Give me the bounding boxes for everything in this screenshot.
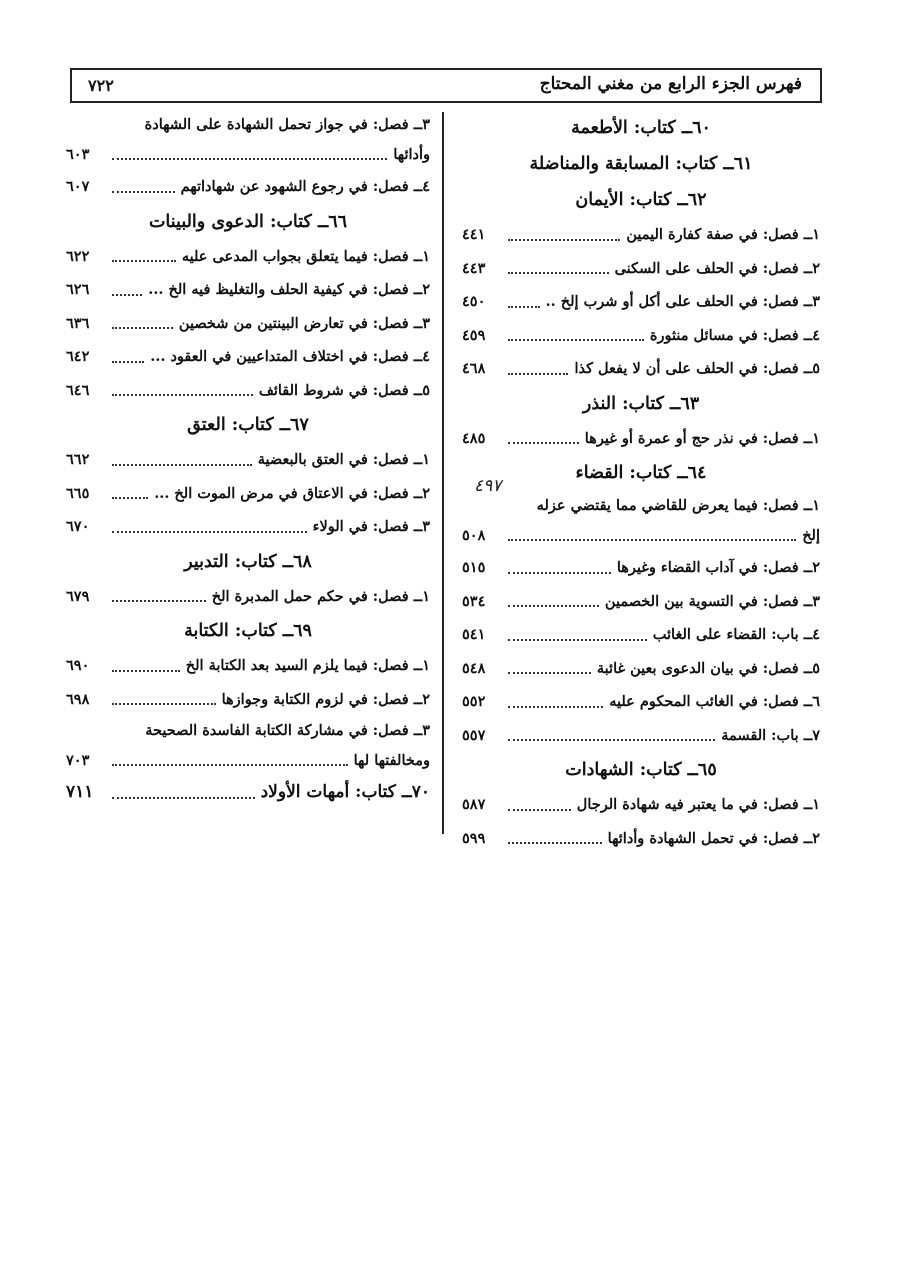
toc-entry	[462, 618, 820, 652]
column-divider	[442, 112, 444, 834]
toc-entry	[462, 422, 820, 456]
entry-title: ٣ــ فصل: في مشاركة الكتابة الفاسدة الصحيحة	[145, 722, 430, 739]
book-heading: ٦٨ــ كتاب: التدبير	[184, 551, 312, 572]
toc-entry	[462, 285, 820, 319]
dot-leader	[508, 739, 715, 741]
book-heading-entry	[66, 776, 430, 810]
entry-page: ٦٩٨	[66, 690, 90, 708]
entry-page: ٤٥٠	[462, 293, 486, 310]
entry-title: ٣ــ فصل: في تعارض البينتين من شخصين	[178, 314, 430, 332]
entry-title: ٣ــ فصل: في جواز تحمل الشهادة على الشهادة	[144, 116, 430, 133]
dot-leader	[112, 670, 180, 672]
toc-entry	[462, 218, 820, 252]
toc-entry	[66, 649, 430, 683]
entry-title: ٦ــ فصل: في الغائب المحكوم عليه	[609, 693, 820, 710]
entry-title: ٢ــ فصل: في الاعتاق في مرض الموت الخ ...	[154, 484, 430, 502]
entry-page: ٥٥٧	[462, 726, 486, 744]
toc-entry	[462, 585, 820, 619]
entry-page: ٤٦٨	[462, 360, 486, 377]
toc-entry	[462, 788, 820, 822]
index-column-left	[66, 110, 430, 810]
dot-leader	[508, 605, 599, 607]
entry-title: ١ــ فصل: في العتق بالبعضية	[257, 451, 430, 468]
book-heading: ٦٩ــ كتاب: الكتابة	[184, 621, 312, 641]
dot-leader	[508, 639, 647, 641]
dot-leader	[508, 809, 571, 811]
entry-page: ٦٣٦	[66, 314, 90, 332]
entry-page: ٥٤١	[462, 626, 486, 643]
entry-title-end: إلخ	[802, 527, 820, 544]
toc-entry	[66, 273, 430, 307]
dot-leader	[112, 600, 206, 602]
entry-title: ٧٠ــ كتاب: أمهات الأولاد	[260, 782, 430, 802]
book-heading: ٦٦ــ كتاب: الدعوى والبينات	[148, 211, 348, 232]
entry-title: ٧ــ باب: القسمة	[721, 726, 820, 744]
toc-entry	[462, 252, 820, 286]
entry-title-continued	[66, 746, 430, 776]
entry-title: ٥ــ فصل: في شروط القائف	[258, 381, 430, 399]
entry-title: ٤ــ فصل: في مسائل منثورة	[649, 326, 820, 344]
entry-title: ١ــ فصل: في حكم حمل المدبرة الخ	[211, 587, 430, 605]
dot-leader	[508, 339, 644, 341]
toc-entry	[462, 551, 820, 585]
entry-page: ٧١١	[66, 782, 94, 802]
entry-title-end: ومخالفتها لها	[353, 752, 430, 769]
dot-leader	[508, 272, 609, 274]
entry-page: ٦٤٢	[66, 348, 90, 365]
entry-title: ٣ــ فصل: في الولاء	[312, 518, 430, 535]
entry-title: ٣ــ فصل: في التسوية بين الخصمين	[604, 592, 820, 610]
entry-page: ٦٠٣	[66, 146, 90, 163]
dot-leader	[508, 306, 540, 308]
entry-title: ٢ــ فصل: في آداب القضاء وغيرها	[616, 559, 820, 576]
toc-entry	[462, 319, 820, 353]
entry-title: ٤ــ باب: القضاء على الغائب	[652, 626, 820, 643]
toc-entry	[66, 510, 430, 544]
toc-entry	[462, 685, 820, 719]
entry-page: ٤٥٩	[462, 326, 486, 344]
toc-entry	[66, 307, 430, 341]
entry-page: ٦٤٦	[66, 381, 90, 399]
dot-leader	[112, 158, 387, 160]
dot-leader	[508, 239, 620, 241]
entry-page: ٦٩٠	[66, 657, 90, 674]
toc-entry	[66, 477, 430, 511]
dot-leader	[112, 361, 144, 363]
dot-leader	[112, 191, 175, 193]
toc-entry	[462, 491, 820, 551]
book-heading: ٦٢ــ كتاب: الأيمان	[575, 190, 707, 210]
dot-leader	[112, 531, 307, 533]
dot-leader	[112, 294, 142, 296]
dot-leader	[508, 373, 568, 375]
toc-entry	[66, 170, 430, 204]
entry-page: ٤٤٣	[462, 259, 486, 277]
entry-title: ٥ــ فصل: في بيان الدعوى بعين غائبة	[596, 659, 820, 677]
entry-title-continued	[462, 521, 820, 551]
book-heading: ٦٤ــ كتاب: القضاء	[575, 463, 707, 483]
toc-entry	[66, 580, 430, 614]
dot-leader	[508, 572, 611, 574]
index-column-right	[462, 110, 820, 855]
entry-page: ٤٤١	[462, 226, 486, 243]
entry-page: ٦٢٦	[66, 281, 90, 298]
book-heading: ٦٣ــ كتاب: النذر	[582, 393, 700, 414]
entry-page: ٥٥٢	[462, 693, 486, 710]
dot-leader	[508, 442, 579, 444]
dot-leader	[112, 797, 255, 799]
entry-page: ٤٨٥	[462, 429, 486, 447]
entry-page: ٦٠٧	[66, 178, 90, 195]
toc-entry	[462, 652, 820, 686]
entry-page: ٦٦٥	[66, 484, 90, 502]
header-title: فهرس الجزء الرابع من مغني المحتاج	[539, 74, 802, 94]
toc-entry	[66, 683, 430, 717]
entry-page: ٥٣٤	[462, 592, 486, 610]
entry-title: ١ــ فصل: فيما يتعلق بجواب المدعى عليه	[181, 247, 430, 265]
running-header	[70, 68, 822, 103]
dot-leader	[508, 539, 796, 541]
entry-title-end: وأدائها	[393, 146, 430, 163]
dot-leader	[508, 842, 602, 844]
entry-title: ٢ــ فصل: في الحلف على السكنى	[614, 259, 820, 277]
page-number: ٧٢٢	[88, 76, 114, 95]
toc-entry	[462, 822, 820, 856]
entry-title: ١ــ فصل: فيما يعرض للقاضي مما يقتضي عزله	[536, 497, 820, 514]
entry-page: ٦٧٠	[66, 518, 90, 535]
entry-page: ٥٨٧	[462, 796, 486, 813]
entry-title: ١ــ فصل: في ما يعتبر فيه شهادة الرجال	[576, 796, 820, 813]
entry-title: ٣ــ فصل: في الحلف على أكل أو شرب إلخ ..	[545, 293, 820, 310]
entry-title: ١ــ فصل: في نذر حج أو عمرة أو غيرها	[584, 429, 820, 447]
entry-title: ١ــ فصل: في صفة كفارة اليمين	[626, 226, 820, 243]
entry-title: ٢ــ فصل: في تحمل الشهادة وأدائها	[607, 829, 820, 847]
entry-page: ٥٤٨	[462, 659, 486, 677]
dot-leader	[112, 703, 216, 705]
dot-leader	[112, 327, 173, 329]
dot-leader	[112, 497, 148, 499]
toc-entry	[66, 443, 430, 477]
entry-title-continued	[66, 140, 430, 170]
entry-title: ١ــ فصل: فيما يلزم السيد بعد الكتابة الخ	[185, 657, 430, 674]
toc-entry	[66, 716, 430, 776]
book-heading: ٦٧ــ كتاب: العتق	[187, 415, 309, 435]
book-heading: ٦١ــ كتاب: المسابقة والمناضلة	[529, 154, 753, 174]
entry-title: ٤ــ فصل: في اختلاف المتداعيين في العقود ...	[150, 348, 430, 365]
dot-leader	[112, 260, 176, 262]
dot-leader	[508, 672, 591, 674]
toc-entry	[66, 240, 430, 274]
dot-leader	[112, 764, 348, 766]
entry-page: ٥٩٩	[462, 829, 486, 847]
entry-title: ٢ــ فصل: في كيفية الحلف والتغليظ فيه الخ ...	[148, 281, 430, 298]
toc-entry	[462, 719, 820, 753]
entry-page: ٥٠٨	[462, 527, 486, 544]
handwritten-annotation: ٤٩٧	[474, 476, 502, 496]
entry-page: ٦٢٢	[66, 247, 90, 265]
dot-leader	[508, 706, 603, 708]
entry-page: ٦٧٩	[66, 587, 90, 605]
entry-title: ٤ــ فصل: في رجوع الشهود عن شهاداتهم	[180, 178, 430, 195]
toc-entry	[66, 340, 430, 374]
toc-entry	[462, 352, 820, 386]
toc-entry	[66, 374, 430, 408]
entry-title: ٥ــ فصل: في الحلف على أن لا يفعل كذا	[574, 360, 820, 377]
dot-leader	[112, 394, 253, 396]
entry-page: ٦٦٢	[66, 451, 90, 468]
entry-title: ٢ــ فصل: في لزوم الكتابة وجوازها	[221, 690, 430, 708]
toc-entry	[66, 110, 430, 170]
entry-page: ٧٠٣	[66, 752, 90, 769]
entry-page: ٥١٥	[462, 559, 486, 576]
dot-leader	[112, 464, 252, 466]
book-heading: ٦٥ــ كتاب: الشهادات	[565, 760, 717, 780]
book-heading: ٦٠ــ كتاب: الأطعمة	[571, 118, 711, 138]
